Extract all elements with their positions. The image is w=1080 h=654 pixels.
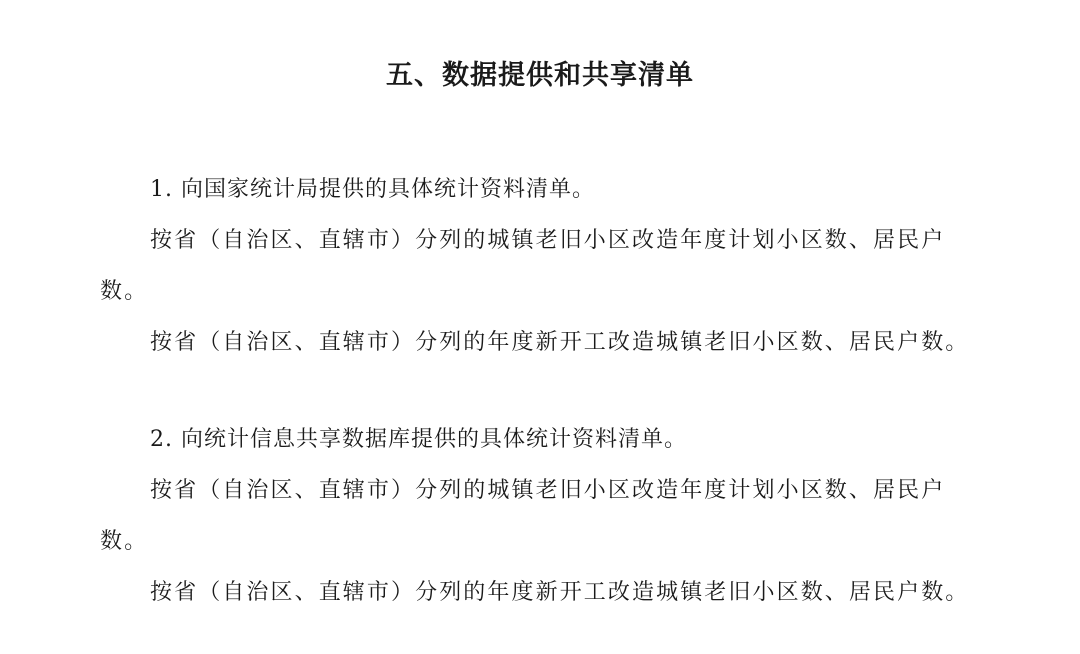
- section-1-item-1: 按省（自治区、直辖市）分列的城镇老旧小区改造年度计划小区数、居民户数。: [100, 228, 946, 304]
- section-1-heading: 1. 向国家统计局提供的具体统计资料清单。: [150, 177, 595, 202]
- page-title: 五、数据提供和共享清单: [386, 60, 694, 91]
- section-2-item-1: 按省（自治区、直辖市）分列的城镇老旧小区改造年度计划小区数、居民户数。: [100, 478, 946, 554]
- section-2-item-2: 按省（自治区、直辖市）分列的年度新开工改造城镇老旧小区数、居民户数。: [150, 580, 970, 605]
- section-1-item-2: 按省（自治区、直辖市）分列的年度新开工改造城镇老旧小区数、居民户数。: [150, 330, 970, 355]
- section-2-heading: 2. 向统计信息共享数据库提供的具体统计资料清单。: [150, 427, 687, 452]
